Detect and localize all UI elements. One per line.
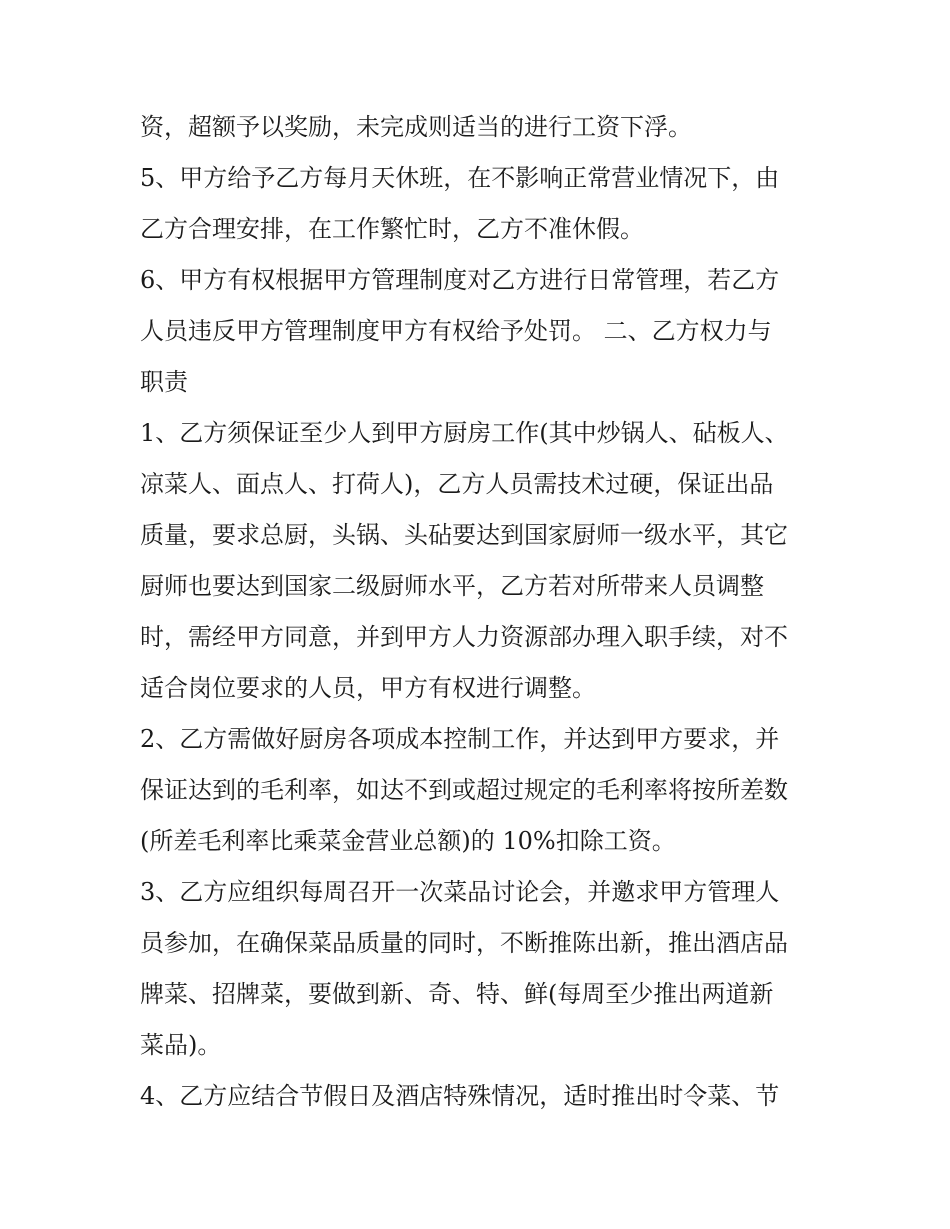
text-line: 时，需经甲方同意，并到甲方人力资源部办理入职手续，对不: [140, 623, 788, 651]
text-line: 菜品)。: [140, 1031, 222, 1059]
text-line: 5、甲方给予乙方每月天休班，在不影响正常营业情况下，由: [140, 164, 780, 192]
text-line: 适合岗位要求的人员，甲方有权进行调整。: [140, 674, 596, 702]
text-line: 6、甲方有权根据甲方管理制度对乙方进行日常管理，若乙方: [140, 266, 780, 294]
text-line: 3、乙方应组织每周召开一次菜品讨论会，并邀求甲方管理人: [140, 878, 780, 906]
text-line: 乙方合理安排，在工作繁忙时，乙方不准休假。: [140, 215, 644, 243]
text-line: 2、乙方需做好厨房各项成本控制工作，并达到甲方要求，并: [140, 725, 780, 753]
text-line: 凉菜人、面点人、打荷人)，乙方人员需技术过硬，保证出品: [140, 470, 774, 498]
text-line: 1、乙方须保证至少人到甲方厨房工作(其中炒锅人、砧板人、: [140, 419, 789, 447]
text-line: 员参加，在确保菜品质量的同时，不断推陈出新，推出酒店品: [140, 929, 788, 957]
text-line: 厨师也要达到国家二级厨师水平，乙方若对所带来人员调整: [140, 572, 764, 600]
text-line: (所差毛利率比乘菜金营业总额)的 10%扣除工资。: [140, 827, 676, 855]
text-line: 4、乙方应结合节假日及酒店特殊情况，适时推出时令菜、节: [140, 1082, 780, 1110]
text-line: 资，超额予以奖励，未完成则适当的进行工资下浮。: [140, 113, 692, 141]
text-line: 牌菜、招牌菜，要做到新、奇、特、鲜(每周至少推出两道新: [140, 980, 774, 1008]
text-line: 人员违反甲方管理制度甲方有权给予处罚。 二、乙方权力与: [140, 317, 772, 345]
text-line: 职责: [140, 368, 188, 396]
text-line: 质量，要求总厨，头锅、头砧要达到国家厨师一级水平，其它: [140, 521, 788, 549]
document-body: [140, 102, 820, 1122]
text-line: 保证达到的毛利率，如达不到或超过规定的毛利率将按所差数: [140, 776, 788, 804]
